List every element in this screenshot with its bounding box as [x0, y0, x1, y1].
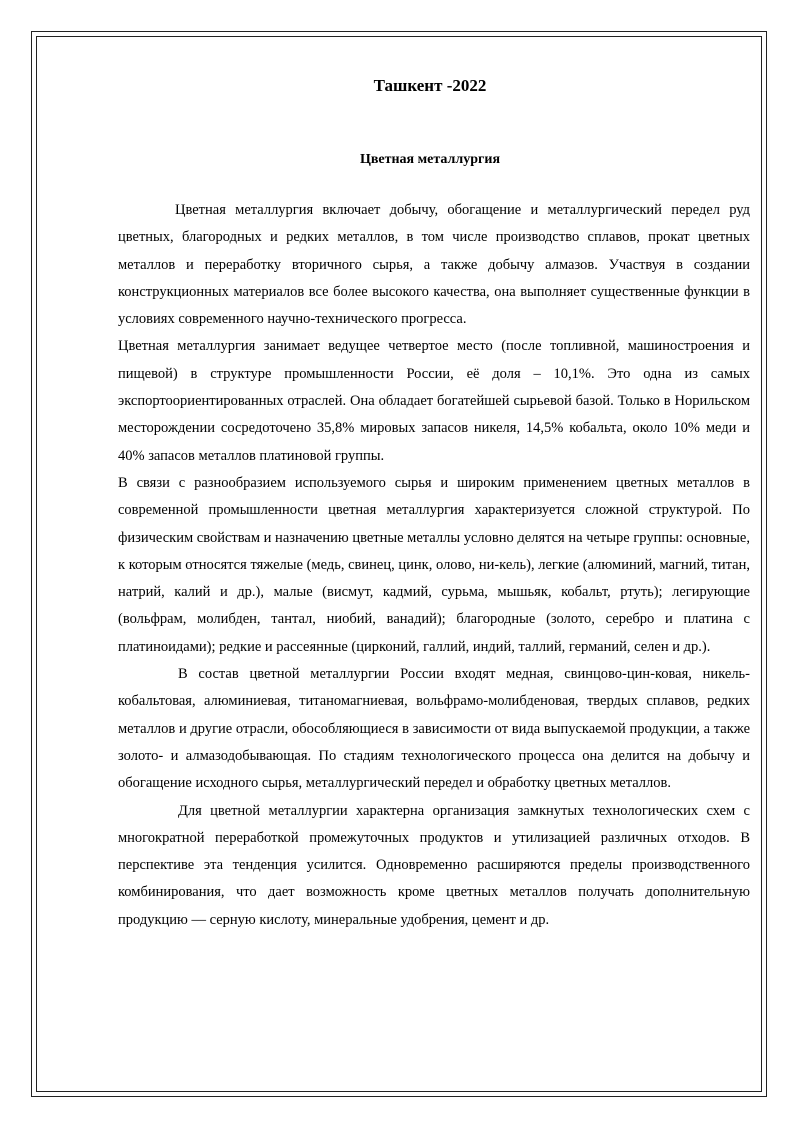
section-title: Цветная металлургия — [359, 152, 501, 167]
paragraph-1: Цветная металлургия включает добычу, обогащение и металлургический передел руд цветных, благородных и редких металлов, в том числе производство сплавов, прокат цветных металлов и переработку вторичного сырья, а также добычу алмазов. Участвуя в создании конструкционных материалов все более высокого качества, она выполняет существенные функции в условиях современного научно-технического прогресса. — [118, 202, 750, 328]
paragraph-3: В связи с разнообразием используемого сырья и широким применением цветных металлов в современной промышленности цветная металлургия характеризуется сложной структурой. По физическим свойствам и назначению цветные металлы условно делятся на четыре группы: основные, к которым относятся тяжелые (медь, свинец, цинк, олово, ни-кель), легкие (алюминий, магний, титан, натрий, калий и др.), малые (висмут, кадмий, сурьма, мышьяк, кобальт, ртуть); легирующие (вольфрам, молибден, тантал, ниобий, ванадий); благородные (золото, серебро и платина с платиноидами); редкие и рассеянные (цирконий, галлий, индий, таллий, германий, селен и др.). — [118, 474, 750, 655]
paragraph-2: Цветная металлургия занимает ведущее четвертое место (после топливной, машиностроения и пищевой) в структуре промышленности России, её доля – 10,1%. Это одна из самых экспортоориентированных отраслей. Она обладает богатейшей сырьевой базой. Только в Норильском месторождении сосредоточено 35,8% мировых запасов никеля, 14,5% кобальта, около 10% меди и 40% запасов металлов платиновой группы. — [118, 338, 750, 464]
city-year-heading: Ташкент -2022 — [373, 76, 487, 95]
paragraph-4: В состав цветной металлургии России входят медная, свинцово-цин-ковая, никель-кобальтовая, алюминиевая, титаномагниевая, вольфрамо-молибденовая, твердых сплавов, редких металлов и другие отрасли, обособляющиеся в зависимости от вида выпускаемой продукции, а также золото- и алмазодобывающая. По стадиям технологического процесса она делится на добычу и обогащение исходного сырья, металлургический передел и обработку цветных металлов. — [118, 666, 750, 792]
body-text — [118, 197, 750, 934]
paragraph-5: Для цветной металлургии характерна организация замкнутых технологических схем с многократной переработкой промежуточных продуктов и утилизацией различных отходов. В перспективе эта тенденция усилится. Одновременно расширяются пределы производственного комбинирования, что дает возможность кроме цветных металлов получать дополнительную продукцию — серную кислоту, минеральные удобрения, цемент и др. — [118, 802, 750, 928]
